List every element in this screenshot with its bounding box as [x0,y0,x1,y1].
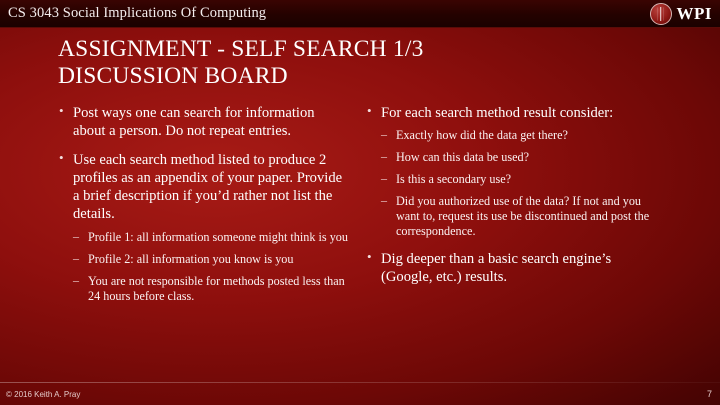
wpi-seal-icon [650,3,672,25]
slide-title-line-2: DISCUSSION BOARD [58,63,288,90]
right-bullet-list [366,104,656,286]
footer-divider [0,382,720,383]
copyright-notice: © 2016 Keith A. Pray [6,390,81,399]
slide-title-line-1: ASSIGNMENT - SELF SEARCH 1/3 [58,36,424,62]
wpi-logo-text: WPI [676,3,712,23]
right-column [366,104,656,315]
sub-list-item: – Exactly how did the data get there? [381,128,656,143]
slide-title [58,36,678,91]
wpi-logo [650,2,713,25]
page-number: 7 [706,389,712,399]
course-title: CS 3043 Social Implications Of Computing [8,5,267,21]
bullet-text: • Use each search method listed to produce 2 profiles as an appendix of your paper. Provide a brief description if you’d rather not list the details. [73,152,343,223]
sub-list-item: – Did you authorized use of the data? If not and you want to, request its use be discontinued and post the correspondence. [381,194,656,239]
slide-body [58,104,673,315]
sub-bullet-list [73,230,348,304]
bullet-text: • Post ways one can search for information about a person. Do not repeat entries. [73,105,315,140]
list-item [58,151,348,303]
sub-list-item: – Is this a secondary use? [381,172,656,187]
sub-bullet-list [381,128,656,239]
slide-header-bar [0,0,720,28]
sub-list-item: – How can this data be used? [381,150,656,165]
sub-list-item: – Profile 1: all information someone might think is you [73,230,348,245]
bullet-text: • Dig deeper than a basic search engine’s (Google, etc.) results. [381,251,612,286]
bullet-text: • For each search method result consider: [381,105,614,121]
list-item [366,250,656,286]
left-column [58,104,348,315]
sub-list-item: – You are not responsible for methods posted less than 24 hours before class. [73,274,348,304]
sub-list-item: – Profile 2: all information you know is you [73,252,348,267]
left-bullet-list [58,104,348,304]
list-item [366,104,656,239]
list-item [58,104,348,140]
